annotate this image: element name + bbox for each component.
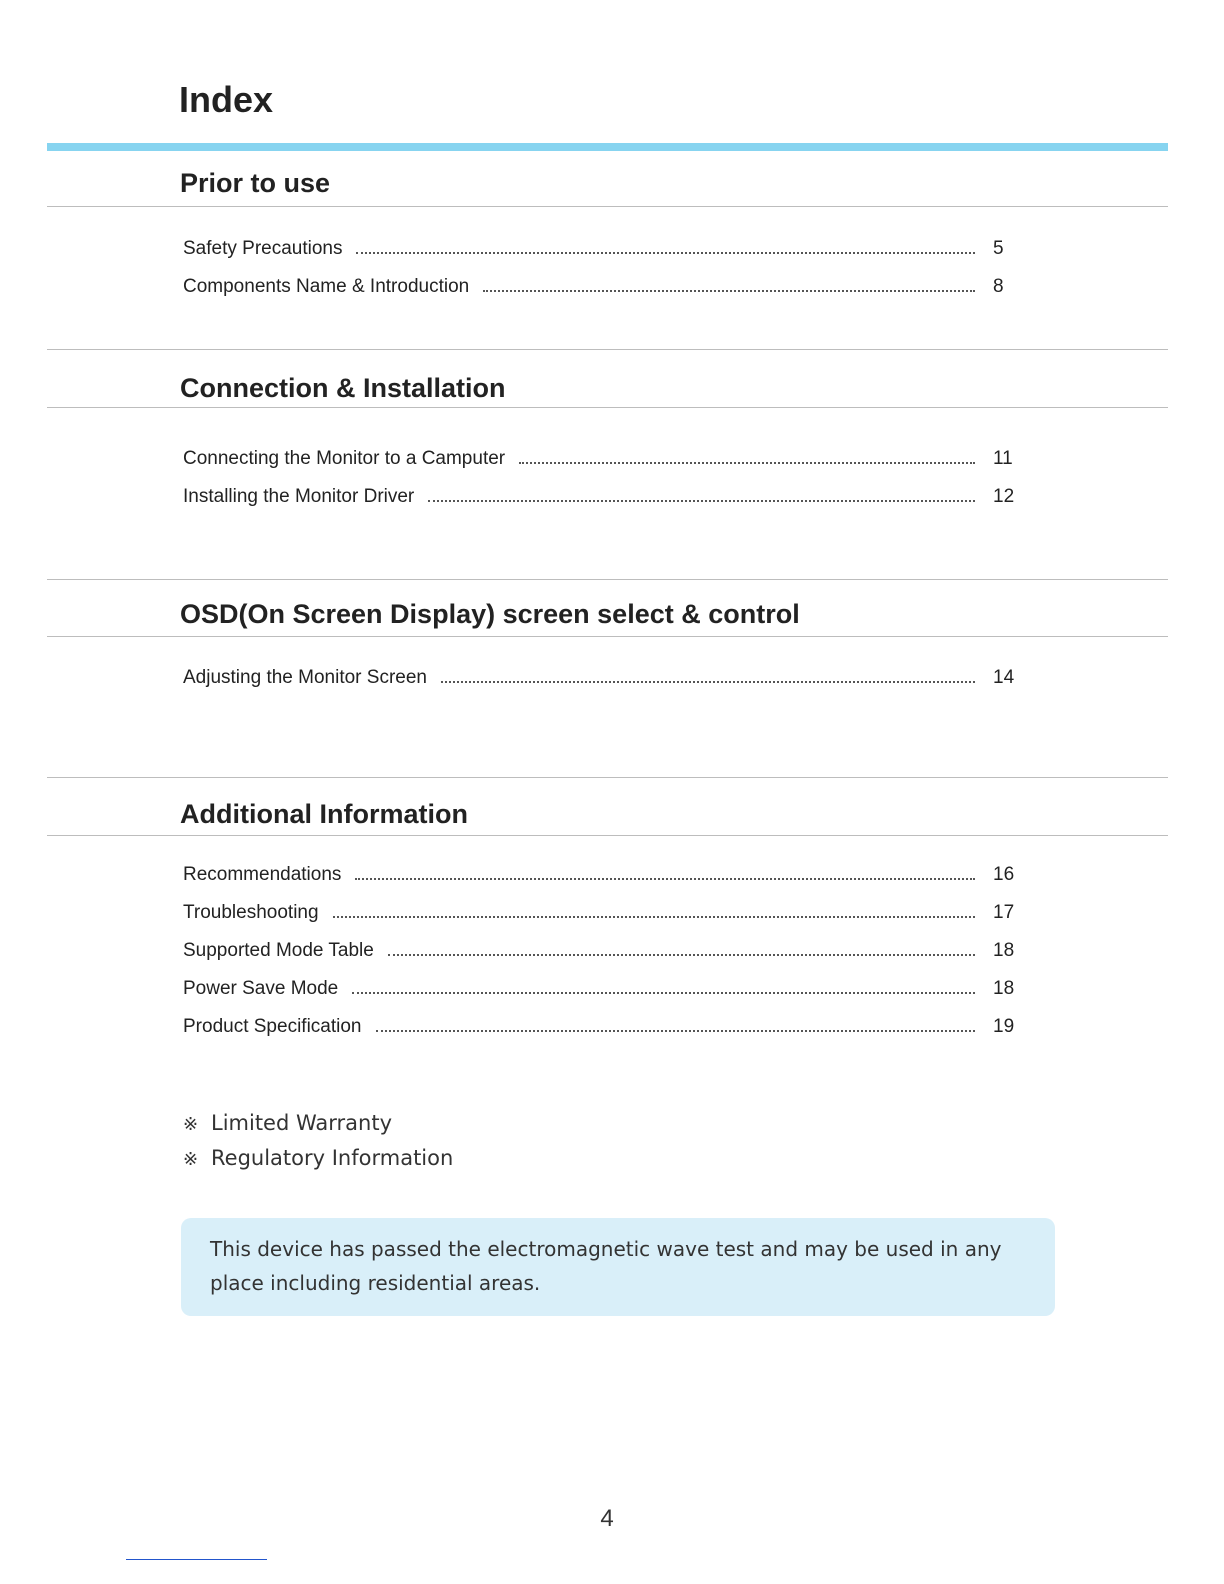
section-divider xyxy=(47,206,1168,207)
toc-list-prior-to-use xyxy=(183,238,1033,314)
section-title-osd: OSD(On Screen Display) screen select & control xyxy=(180,599,800,629)
note-label: Limited Warranty xyxy=(211,1111,393,1135)
dot-leader xyxy=(441,681,975,683)
dot-leader xyxy=(356,252,975,254)
note-regulatory-information[interactable] xyxy=(183,1141,453,1176)
section-divider xyxy=(47,777,1168,778)
toc-entry-label: Supported Mode Table xyxy=(183,940,374,961)
emc-notice-box xyxy=(181,1218,1055,1316)
section-divider xyxy=(47,349,1168,350)
toc-list-connection-installation xyxy=(183,448,1033,524)
section-title-additional-information: Additional Information xyxy=(180,799,468,829)
toc-entry-label: Power Save Mode xyxy=(183,978,339,999)
toc-entry-page: 18 xyxy=(993,978,1015,999)
section-divider xyxy=(47,407,1168,408)
note-label: Regulatory Information xyxy=(211,1146,454,1170)
toc-entry-page: 18 xyxy=(993,940,1015,961)
toc-entry-product-specification[interactable] xyxy=(183,1016,1033,1054)
toc-entry-label: Recommendations xyxy=(183,864,342,885)
page-title: Index xyxy=(179,79,274,120)
page-number: 4 xyxy=(600,1505,614,1532)
title-accent-rule xyxy=(47,143,1168,151)
toc-entry-label: Product Specification xyxy=(183,1016,362,1037)
dot-leader xyxy=(333,916,975,918)
toc-entry-page: 11 xyxy=(993,448,1013,469)
toc-entry-safety-precautions[interactable] xyxy=(183,238,1033,276)
reference-mark-icon: ※ xyxy=(183,1149,199,1170)
toc-entry-page: 12 xyxy=(993,486,1015,507)
reference-mark-icon: ※ xyxy=(183,1114,199,1135)
toc-entry-adjusting-screen[interactable] xyxy=(183,667,1033,705)
dot-leader xyxy=(483,290,975,292)
toc-entry-label: Connecting the Monitor to a Camputer xyxy=(183,448,506,469)
toc-list-additional-information xyxy=(183,864,1033,1054)
toc-entry-installing-driver[interactable] xyxy=(183,486,1033,524)
section-title-prior-to-use: Prior to use xyxy=(180,168,331,198)
toc-entry-page: 16 xyxy=(993,864,1015,885)
note-limited-warranty[interactable] xyxy=(183,1106,453,1141)
dot-leader xyxy=(376,1030,976,1032)
toc-entry-page: 14 xyxy=(993,667,1015,688)
toc-entry-troubleshooting[interactable] xyxy=(183,902,1033,940)
toc-entry-page: 19 xyxy=(993,1016,1015,1037)
toc-entry-label: Installing the Monitor Driver xyxy=(183,486,415,507)
toc-entry-page: 8 xyxy=(993,276,1004,297)
toc-entry-components-name[interactable] xyxy=(183,276,1033,314)
section-divider xyxy=(47,835,1168,836)
toc-entry-label: Safety Precautions xyxy=(183,238,343,259)
toc-entry-label: Troubleshooting xyxy=(183,902,319,923)
section-title-connection-installation: Connection & Installation xyxy=(180,373,506,403)
dot-leader xyxy=(352,992,975,994)
section-divider xyxy=(47,579,1168,580)
section-divider xyxy=(47,636,1168,637)
toc-list-osd xyxy=(183,667,1033,705)
toc-entry-page: 17 xyxy=(993,902,1015,923)
dot-leader xyxy=(519,462,975,464)
toc-entry-connecting-monitor[interactable] xyxy=(183,448,1033,486)
emc-notice-text: This device has passed the electromagnetic wave test and may be used in any place including residential areas. xyxy=(210,1237,1002,1295)
toc-entry-label: Adjusting the Monitor Screen xyxy=(183,667,427,688)
toc-entry-recommendations[interactable] xyxy=(183,864,1033,902)
dot-leader xyxy=(428,500,975,502)
dot-leader xyxy=(388,954,975,956)
toc-entry-power-save-mode[interactable] xyxy=(183,978,1033,1016)
notes-list xyxy=(183,1106,453,1176)
toc-entry-page: 5 xyxy=(993,238,1004,259)
dot-leader xyxy=(355,878,975,880)
toc-entry-label: Components Name & Introduction xyxy=(183,276,470,297)
footer-rule xyxy=(126,1559,267,1560)
toc-entry-supported-mode-table[interactable] xyxy=(183,940,1033,978)
